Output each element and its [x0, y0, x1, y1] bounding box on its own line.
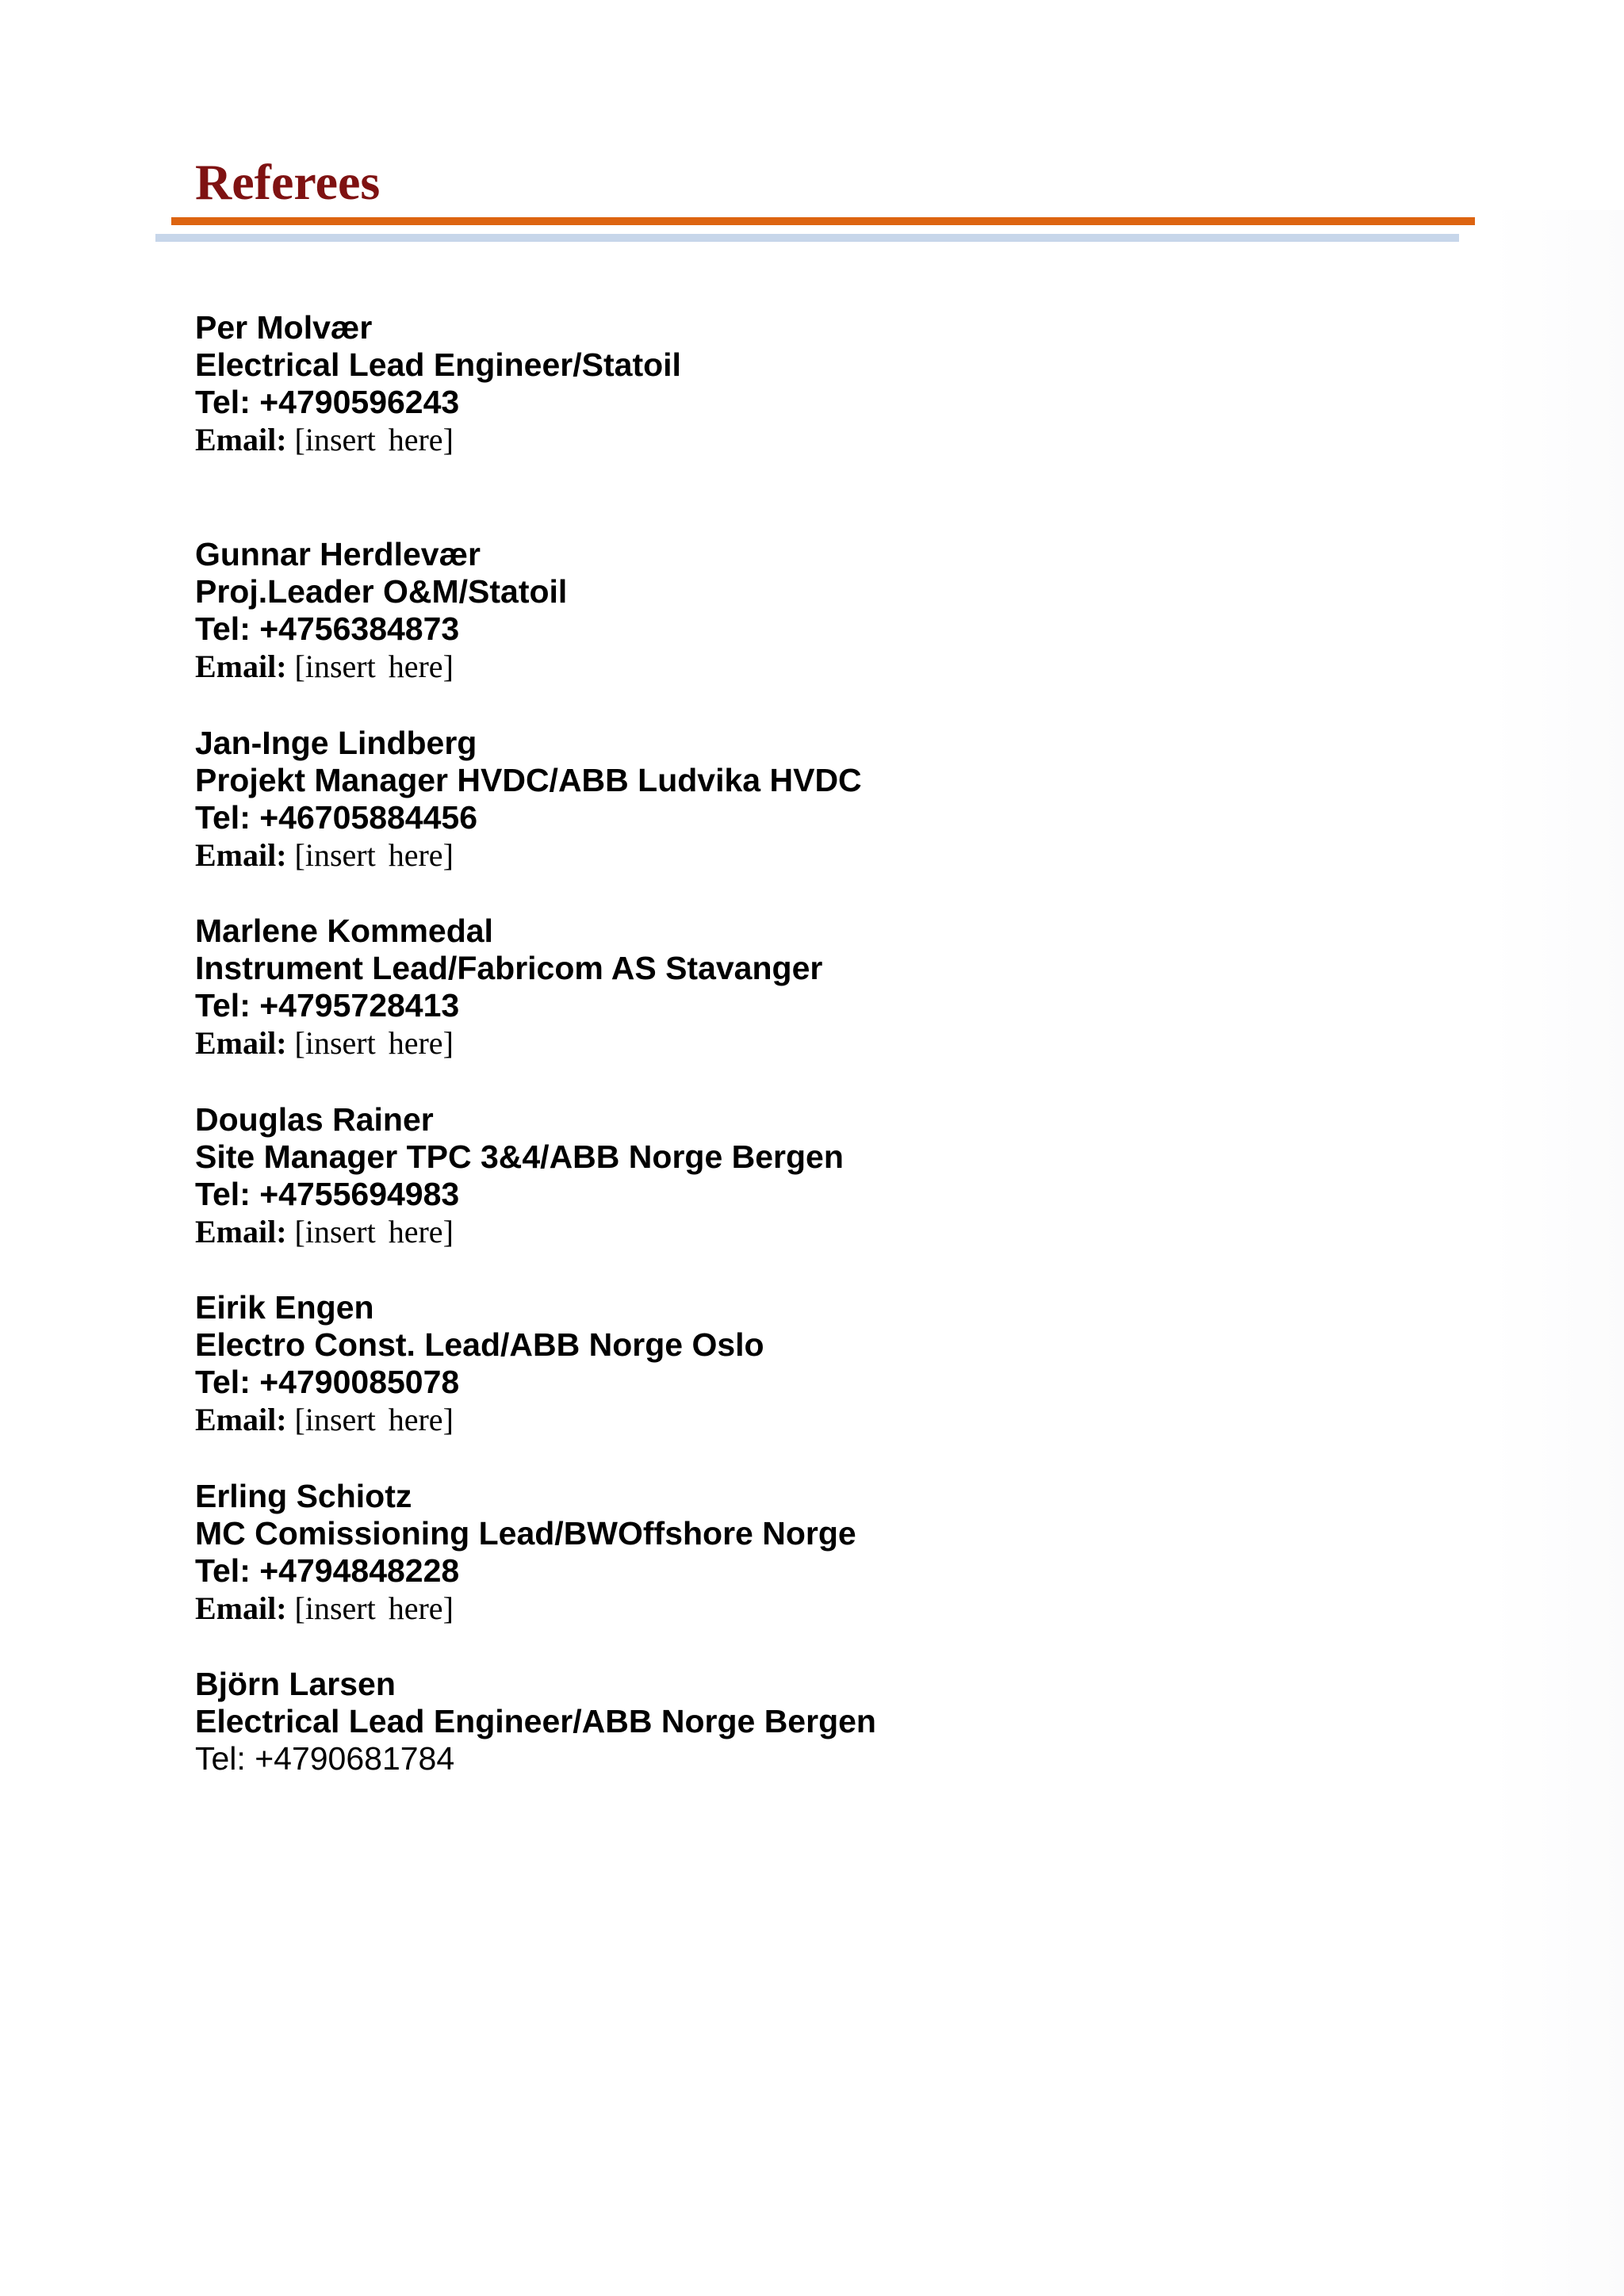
email-value: [insert here]	[294, 1214, 454, 1249]
referee-tel: Tel: +4790596243	[195, 384, 460, 420]
referee-entry	[195, 1289, 1385, 1438]
email-label: Email:	[195, 1025, 287, 1061]
email-value: [insert here]	[294, 649, 454, 684]
referee-entry	[195, 536, 1385, 685]
referee-tel: Tel: +4794848228	[195, 1552, 460, 1589]
referee-name: Björn Larsen	[195, 1666, 396, 1702]
referee-role: Electrical Lead Engineer/Statoil	[195, 346, 681, 383]
referee-email	[195, 1590, 1385, 1627]
referee-role: Site Manager TPC 3&4/ABB Norge Bergen	[195, 1138, 844, 1175]
referee-role: Projekt Manager HVDC/ABB Ludvika HVDC	[195, 762, 862, 798]
referee-name: Erling Schiotz	[195, 1478, 412, 1514]
referee-tel: Tel: +4756384873	[195, 610, 460, 647]
referee-role: Proj.Leader O&M/Statoil	[195, 573, 568, 610]
email-value: [insert here]	[294, 837, 454, 873]
page-edge-shade	[1491, 210, 1624, 2296]
referee-tel: Tel: +4755694983	[195, 1176, 460, 1212]
referee-tel: Tel: +4790681784	[195, 1740, 455, 1777]
referee-role: Electro Const. Lead/ABB Norge Oslo	[195, 1326, 764, 1363]
email-label: Email:	[195, 1590, 287, 1626]
heading-rule-blue	[155, 234, 1459, 242]
referee-name: Douglas Rainer	[195, 1101, 434, 1138]
referee-entry	[195, 1666, 1385, 1777]
referee-name: Gunnar Herdlevær	[195, 536, 481, 572]
page-title: Referees	[195, 154, 381, 210]
referee-tel: Tel: +46705884456	[195, 799, 478, 836]
referee-name: Marlene Kommedal	[195, 913, 493, 949]
email-label: Email:	[195, 1214, 287, 1249]
referee-entry	[195, 913, 1385, 1062]
referee-email	[195, 1401, 1385, 1438]
referee-tel: Tel: +4790085078	[195, 1364, 460, 1400]
email-value: [insert here]	[294, 422, 454, 457]
email-label: Email:	[195, 649, 287, 684]
referee-entry	[195, 309, 1385, 458]
referee-name: Jan-Inge Lindberg	[195, 725, 477, 761]
referee-name: Per Molvær	[195, 309, 373, 346]
email-label: Email:	[195, 1402, 287, 1437]
referee-email	[195, 648, 1385, 685]
heading-rule-orange	[171, 217, 1475, 225]
referee-email	[195, 1213, 1385, 1250]
referee-tel: Tel: +4795728413	[195, 987, 460, 1024]
referee-email	[195, 836, 1385, 874]
referee-entry	[195, 725, 1385, 874]
referee-email	[195, 1024, 1385, 1062]
email-label: Email:	[195, 837, 287, 873]
referee-role: Electrical Lead Engineer/ABB Norge Bergen	[195, 1703, 876, 1739]
referee-name: Eirik Engen	[195, 1289, 374, 1326]
email-value: [insert here]	[294, 1402, 454, 1437]
referee-email	[195, 421, 1385, 458]
email-value: [insert here]	[294, 1590, 454, 1626]
referee-role: Instrument Lead/Fabricom AS Stavanger	[195, 950, 823, 986]
email-label: Email:	[195, 422, 287, 457]
email-value: [insert here]	[294, 1025, 454, 1061]
referee-entry	[195, 1478, 1385, 1627]
referee-role: MC Comissioning Lead/BWOffshore Norge	[195, 1515, 856, 1552]
referee-entry	[195, 1101, 1385, 1250]
